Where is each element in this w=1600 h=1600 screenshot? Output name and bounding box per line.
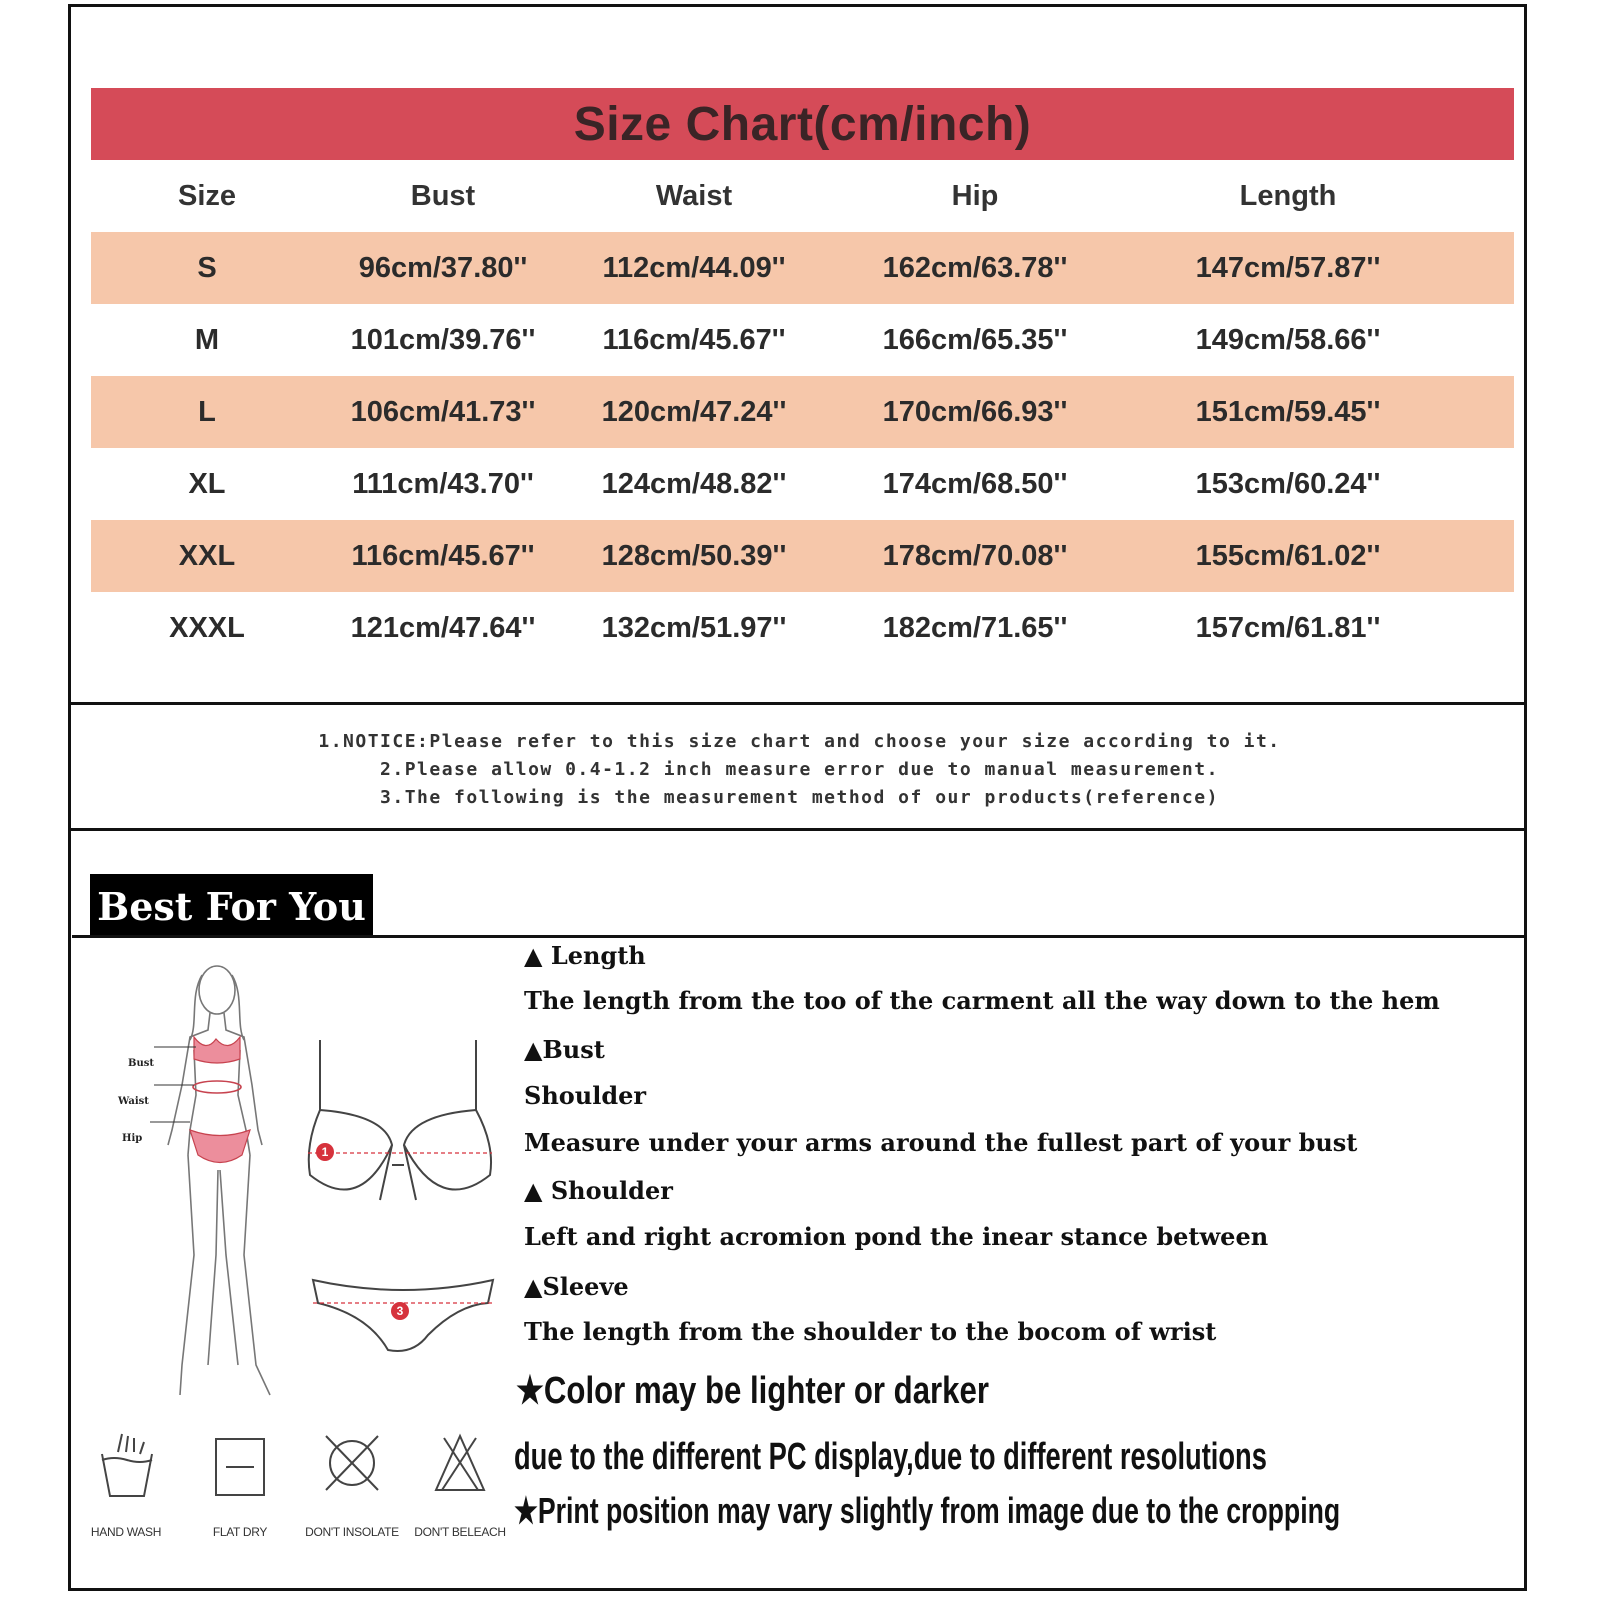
cell-length: 153cm/60.24'' (1195, 467, 1381, 500)
cell-waist: 128cm/50.39'' (601, 539, 787, 572)
dont-insolate-icon (322, 1432, 382, 1494)
figure-illustration (110, 955, 310, 1415)
column-header-waist: Waist (655, 179, 733, 212)
column-header-bust: Bust (410, 179, 476, 212)
column-header-hip: Hip (951, 179, 999, 212)
table-row (91, 304, 1514, 376)
shoulder-text: Left and right acromion pond the inear stance between (524, 1222, 1269, 1251)
sleeve-text: The length from the shoulder to the bocom of wrist (524, 1317, 1217, 1346)
cell-length: 147cm/57.87'' (1195, 251, 1381, 284)
divider-top (68, 702, 1527, 705)
care-label-hand-wash: HAND WASH (90, 1525, 162, 1539)
figure-label-hip: Hip (122, 1133, 143, 1144)
cell-bust: 121cm/47.64'' (350, 611, 536, 644)
table-header-row (91, 160, 1514, 232)
length-text: The length from the too of the carment all the way down to the hem (524, 986, 1440, 1015)
notice-block (72, 728, 1527, 812)
cell-size: S (197, 251, 217, 284)
bust-heading: ▲Bust (524, 1035, 605, 1064)
cell-bust: 96cm/37.80'' (358, 251, 528, 284)
measure-marker-1: 1 (316, 1143, 334, 1161)
cell-length: 151cm/59.45'' (1195, 395, 1381, 428)
measure-marker-3: 3 (391, 1302, 409, 1320)
hand-wash-icon (98, 1432, 156, 1502)
length-heading: ▲ Length (524, 941, 646, 970)
figure-label-bust: Bust (128, 1058, 154, 1069)
cell-size: XXL (178, 539, 236, 572)
best-for-you-title: Best For You (97, 883, 366, 929)
cell-hip: 170cm/66.93'' (882, 395, 1068, 428)
cell-waist: 112cm/44.09'' (602, 251, 786, 284)
section-rule (72, 935, 1524, 938)
shoulder-heading: ▲ Shoulder (524, 1176, 673, 1205)
table-row (91, 448, 1514, 520)
table-row (91, 592, 1514, 664)
cell-waist: 132cm/51.97'' (601, 611, 787, 644)
flat-dry-icon (214, 1437, 266, 1497)
cell-hip: 174cm/68.50'' (882, 467, 1068, 500)
print-note: ★Print position may vary slightly from image due to the cropping (514, 1490, 1341, 1531)
cell-length: 155cm/61.02'' (1195, 539, 1381, 572)
color-note-2: due to the different PC display,due to different resolutions (514, 1436, 1267, 1478)
size-chart-title: Size Chart(cm/inch) (573, 97, 1032, 151)
cell-bust: 111cm/43.70'' (352, 467, 534, 500)
cell-size: M (194, 323, 220, 356)
column-header-size: Size (177, 179, 237, 212)
bust-text: Measure under your arms around the fullest part of your bust (524, 1128, 1358, 1157)
cell-size: L (198, 395, 216, 428)
figure-label-waist: Waist (118, 1096, 149, 1107)
cell-size: XL (188, 467, 226, 500)
cell-waist: 120cm/47.24'' (601, 395, 787, 428)
cell-bust: 106cm/41.73'' (350, 395, 536, 428)
cell-size: XXXL (169, 611, 245, 644)
notice-line-3: 3.The following is the measurement method of our products(reference) (380, 787, 1219, 808)
best-for-you-tab (90, 874, 373, 938)
size-chart-title-bar (91, 88, 1514, 160)
cell-length: 149cm/58.66'' (1195, 323, 1381, 356)
cell-waist: 116cm/45.67'' (602, 323, 786, 356)
divider-bottom (68, 828, 1527, 831)
care-label-dont-bleach: DON'T BELEACH (414, 1525, 506, 1539)
cell-bust: 101cm/39.76'' (350, 323, 536, 356)
cell-hip: 178cm/70.08'' (882, 539, 1068, 572)
notice-line-2: 2.Please allow 0.4-1.2 inch measure error due to manual measurement. (380, 759, 1219, 780)
bust-sub: Shoulder (524, 1081, 647, 1110)
cell-waist: 124cm/48.82'' (601, 467, 787, 500)
bra-sketch (300, 1035, 500, 1215)
cell-hip: 162cm/63.78'' (882, 251, 1068, 284)
cell-bust: 116cm/45.67'' (351, 539, 535, 572)
care-label-flat-dry: FLAT DRY (212, 1525, 268, 1539)
cell-hip: 166cm/65.35'' (882, 323, 1068, 356)
table-row (91, 376, 1514, 448)
table-row (91, 232, 1514, 304)
cell-length: 157cm/61.81'' (1195, 611, 1381, 644)
care-label-dont-insolate: DON'T INSOLATE (305, 1525, 399, 1539)
cell-hip: 182cm/71.65'' (882, 611, 1068, 644)
dont-bleach-icon (434, 1432, 486, 1494)
column-header-length: Length (1239, 179, 1337, 212)
notice-line-1: 1.NOTICE:Please refer to this size chart and choose your size according to it. (318, 731, 1281, 752)
color-note-1: ★Color may be lighter or darker (516, 1370, 989, 1412)
table-row (91, 520, 1514, 592)
sleeve-heading: ▲Sleeve (524, 1272, 629, 1301)
